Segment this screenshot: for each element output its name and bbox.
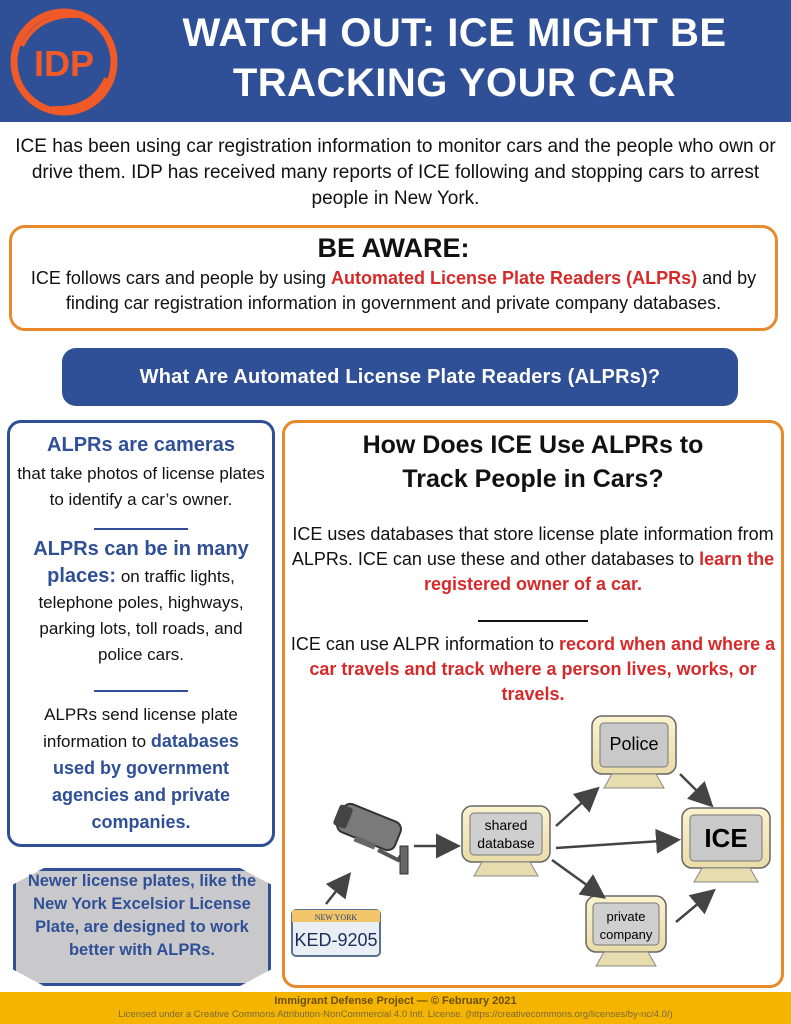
- alpr-highlight: Automated License Plate Readers (ALPRs): [331, 268, 698, 288]
- private-label-2: company: [599, 927, 653, 942]
- alpr-flow-diagram: [286, 700, 780, 986]
- alprs-cameras-text: that take photos of license plates to identify a car’s owner.: [17, 464, 265, 509]
- private-label-1: private: [606, 909, 646, 924]
- idp-logo: [8, 6, 120, 118]
- newer-plates-text: Newer license plates, like the New York Excelsior License Plate, are designed to work better with ALPRs.: [27, 872, 257, 959]
- alpr-camera-icon: [332, 801, 408, 874]
- how-ice-title: [290, 428, 776, 496]
- shared-database-monitor: [462, 806, 550, 876]
- registered-owner-highlight: learn the registered owner of a car.: [423, 549, 775, 594]
- arrow-private-to-ice: [676, 892, 712, 922]
- be-aware-title: BE AWARE:: [317, 233, 470, 263]
- ice-uses-databases-text: [288, 522, 778, 597]
- arrow-database-to-police: [556, 790, 596, 826]
- databases-highlight: databases used by government agencies and private companies.: [51, 731, 239, 832]
- be-aware-text-a: ICE follows cars and people by using: [30, 268, 331, 288]
- ice-monitor: [682, 808, 770, 882]
- footer-license: Licensed under a Creative Commons Attribution-NonCommercial 4.0 Intl. License. (https://creativecommons.org/licenses/by-nc/4.0/): [118, 1009, 673, 1020]
- shared-label-1: shared: [484, 817, 528, 833]
- license-plate-icon: [292, 910, 380, 956]
- ice-track-text: [288, 632, 778, 707]
- alprs-places-heading: ALPRs can be in many places:: [33, 538, 249, 587]
- shared-label-2: database: [477, 835, 535, 851]
- arrow-police-to-ice: [680, 774, 710, 804]
- alprs-places-text: [7, 536, 275, 668]
- question-text: What Are Automated License Plate Readers (ALPRs)?: [139, 366, 661, 388]
- be-aware-text-b: and by finding car registration information in government and private company databases.: [65, 268, 757, 313]
- footer-credit: Immigrant Defense Project — © February 2021: [274, 995, 517, 1007]
- be-aware-text: [12, 266, 775, 316]
- arrow-plate-to-camera: [326, 876, 348, 904]
- intro-paragraph: ICE has been using car registration information to monitor cars and the people who own or drive them. IDP has received many reports of ICE following and stopping cars to arrest people in New York.: [15, 136, 776, 209]
- uses-plain: ICE uses databases that store license plate information from ALPRs. ICE can use these and other databases to: [291, 524, 774, 569]
- arrow-database-to-private: [552, 860, 602, 896]
- police-monitor: [592, 716, 676, 788]
- arrow-database-to-ice: [556, 840, 676, 848]
- track-highlight: record when and where a car travels and track where a person lives, works, or travels.: [309, 634, 776, 704]
- how-title-line-2: Track People in Cars?: [402, 465, 664, 493]
- right-divider: [478, 620, 588, 622]
- track-plain: ICE can use ALPR information to: [290, 634, 560, 654]
- private-company-monitor: [586, 896, 666, 966]
- alprs-send-plain: ALPRs send license plate information to: [43, 705, 238, 751]
- title-line-2: TRACKING YOUR CAR: [232, 61, 677, 105]
- how-title-line-1: How Does ICE Use ALPRs to: [362, 431, 704, 459]
- alprs-are-cameras-heading: ALPRs are cameras: [47, 434, 235, 456]
- page-title: [118, 8, 791, 108]
- plate-state: NEW YORK: [314, 913, 358, 922]
- left-divider-1: [94, 528, 188, 530]
- logo-text: IDP: [33, 43, 95, 84]
- title-line-1: WATCH OUT: ICE MIGHT BE: [182, 11, 727, 55]
- left-divider-2: [94, 690, 188, 692]
- alprs-places-list: on traffic lights, telephone poles, highways, parking lots, toll roads, and police cars.: [38, 567, 244, 664]
- police-label: Police: [609, 734, 659, 754]
- plate-number: KED-9205: [294, 930, 378, 950]
- alprs-send-text: [7, 702, 275, 836]
- ice-label: ICE: [704, 823, 748, 853]
